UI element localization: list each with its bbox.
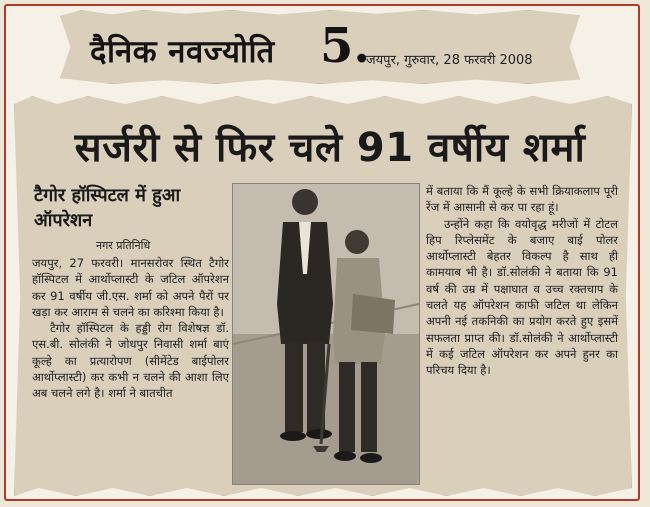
left-column [32, 255, 229, 402]
right-column [426, 183, 618, 379]
article-byline: नगर प्रतिनिधि [96, 239, 151, 252]
page-number: 5. [320, 18, 371, 74]
newspaper-name: दैनिक नवज्योति [90, 34, 275, 70]
left-paragraph-1: जयपुर, 27 फरवरी। मानसरोवर स्थित टैगोर हॉस्पिटल में आर्थोप्लास्टी के जटिल ऑपरेशन कर 91 वर्षीय जी.एस. शर्मा को अपने पैरों पर खड़ा कर आराम से चलने का करिश्मा किया है। [32, 256, 229, 319]
article-photo [232, 183, 420, 485]
right-paragraph-1: में बताया कि मैं कूल्हे के सभी क्रियाकलाप पूरी रेंज में आसानी से कर पा रहा हूं। [426, 184, 618, 215]
article-subheadline: टैगोर हॉस्पिटल में हुआ ऑपरेशन [34, 185, 181, 231]
article-headline: सर्जरी से फिर चले 91 वर्षीय शर्मा [74, 125, 586, 171]
left-paragraph-2: टैगोर हॉस्पिटल के हड्डी रोग विशेषज्ञ डॉ. एस.बी. सोलंकी ने जोधपुर निवासी शर्मा बाएं कूल्हे का प्रत्यारोपण (सीमेंटेड बाईपोलर आर्थोप्लास्टी) कर कभी न चलने की आशा लिए अब चलने लगे है। शर्मा ने बातचीत [32, 321, 229, 401]
right-paragraph-2: उन्होंने कहा कि वयोवृद्ध मरीजों में टोटल हिप रिप्लेसमेंट के बजाए बाई पोलर आर्थोप्लास्टी बेहतर विकल्प है साथ ही कामयाब भी है। डॉ.सोलंकी ने बताया कि 91 वर्ष की उम्र में पक्षाघात व उच्च रक्तचाप के चलते यह ऑपरेशन काफी जटिल था लेकिन अपनी नई तकनिकी का प्रयोग करते हुए इसमें सफलता प्राप्त की। डॉ.सोलंकी ने आर्थोप्लास्टी में कई जटिल ऑपरेशन कर अपने हुनर का परिचय दिया है। [426, 216, 618, 378]
dateline: जयपुर, गुरुवार, 28 फरवरी 2008 [366, 53, 533, 68]
